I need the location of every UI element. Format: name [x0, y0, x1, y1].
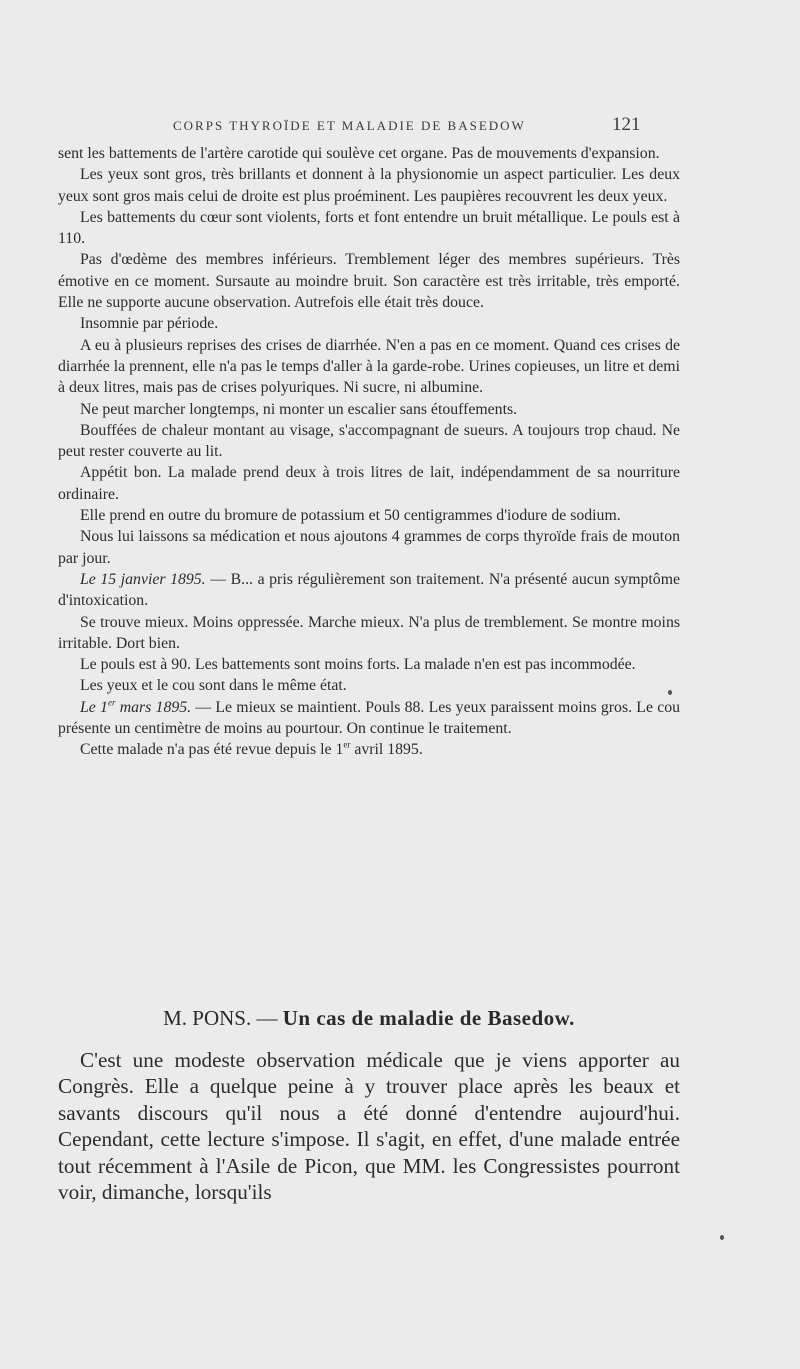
paragraph: Ne peut marcher longtemps, ni monter un escalier sans étouffements.	[80, 400, 518, 418]
paragraph: sent les battements de l'artère carotide qui soulève cet organe. Pas de mouvements d'expansion.	[58, 145, 660, 162]
paragraph: Se trouve mieux. Moins oppressée. Marche mieux. N'a plus de tremblement. Se montre moins irritable. Dort bien.	[58, 613, 680, 652]
entry-date: Le 1er mars 1895.	[80, 697, 192, 716]
paragraph: Les yeux et le cou sont dans le même état.	[80, 677, 347, 695]
paragraph: Les yeux sont gros, très brillants et donnent à la physionomie un aspect particulier. Les deux yeux sont gros mais celui de droite est plus proéminent. Les paupières recouvrent les deux yeux.	[58, 166, 680, 205]
paragraph: Les battements du cœur sont violents, forts et font entendre un bruit métallique. Le pouls est à 110.	[58, 208, 680, 248]
case-observation-text	[58, 143, 680, 761]
paragraph: Pas d'œdème des membres inférieurs. Tremblement léger des membres supérieurs. Très émotive en ce moment. Sursaute au moindre bruit. Son caractère est très irritable, très emporté. Elle ne supporte aucune observation. Autrefois elle était très douce.	[58, 251, 680, 312]
paragraph: C'est une modeste observation médicale que je viens apporter au Congrès. Elle a quelque peine à y trouver place après les beaux et savants discours qu'il nous a été donné d'entendre aujourd'hui. Cependant, cette lecture s'impose. Il s'agit, en effet, d'une malade entrée tout récemment à l'Asile de Picon, que MM. les Congressistes pourront voir, dimanche, lorsqu'ils	[58, 1048, 680, 1205]
page-number: 121	[612, 114, 641, 135]
heading-author: M. PONS.	[163, 1006, 252, 1030]
paragraph: Le pouls est à 90. Les battements sont moins forts. La malade n'en est pas incommodée.	[80, 656, 636, 674]
section-heading	[58, 1006, 680, 1031]
dated-entry	[58, 569, 680, 612]
paragraph: A eu à plusieurs reprises des crises de diarrhée. N'en a pas en ce moment. Quand ces crises de diarrhée la prennent, elle n'a pas le temps d'aller à la garde-robe. Urines copieuses, un litre et demi à deux litres, mais pas de crises polyuriques. Ni sucre, ni albumine.	[58, 336, 680, 397]
running-head: CORPS THYROÏDE ET MALADIE DE BASEDOW	[173, 118, 526, 133]
entry-text: — B... a pris régulièrement son traitement. N'a présenté aucun symptôme d'intoxication.	[58, 570, 681, 610]
paragraph: Elle prend en outre du bromure de potassium et 50 centigrammes d'iodure de sodium.	[80, 507, 621, 525]
paragraph: Appétit bon. La malade prend deux à trois litres de lait, indépendamment de sa nourriture ordinaire.	[58, 464, 680, 503]
entry-date: Le 15 janvier 1895.	[80, 570, 206, 588]
closing-paragraph: Cette malade n'a pas été revue depuis le 1er avril 1895.	[80, 740, 423, 759]
heading-dash: —	[256, 1006, 278, 1030]
dated-entry	[58, 697, 680, 740]
paragraph: Nous lui laissons sa médication et nous ajoutons 4 grammes de corps thyroïde frais de mouton par jour.	[58, 528, 680, 567]
lecture-text	[58, 1047, 680, 1205]
ink-speck	[720, 1235, 724, 1240]
entry-text: — Le mieux se maintient. Pouls 88. Les yeux paraissent moins gros. Le cou présente un centimètre de moins au pourtour. On continue le traitement.	[58, 698, 681, 738]
ink-speck	[668, 690, 672, 695]
paragraph: Bouffées de chaleur montant au visage, s'accompagnant de sueurs. A toujours trop chaud. Ne peut rester couverte au lit.	[58, 421, 680, 461]
heading-title: Un cas de maladie de Basedow.	[282, 1006, 575, 1030]
paragraph: Insomnie par période.	[80, 315, 219, 333]
